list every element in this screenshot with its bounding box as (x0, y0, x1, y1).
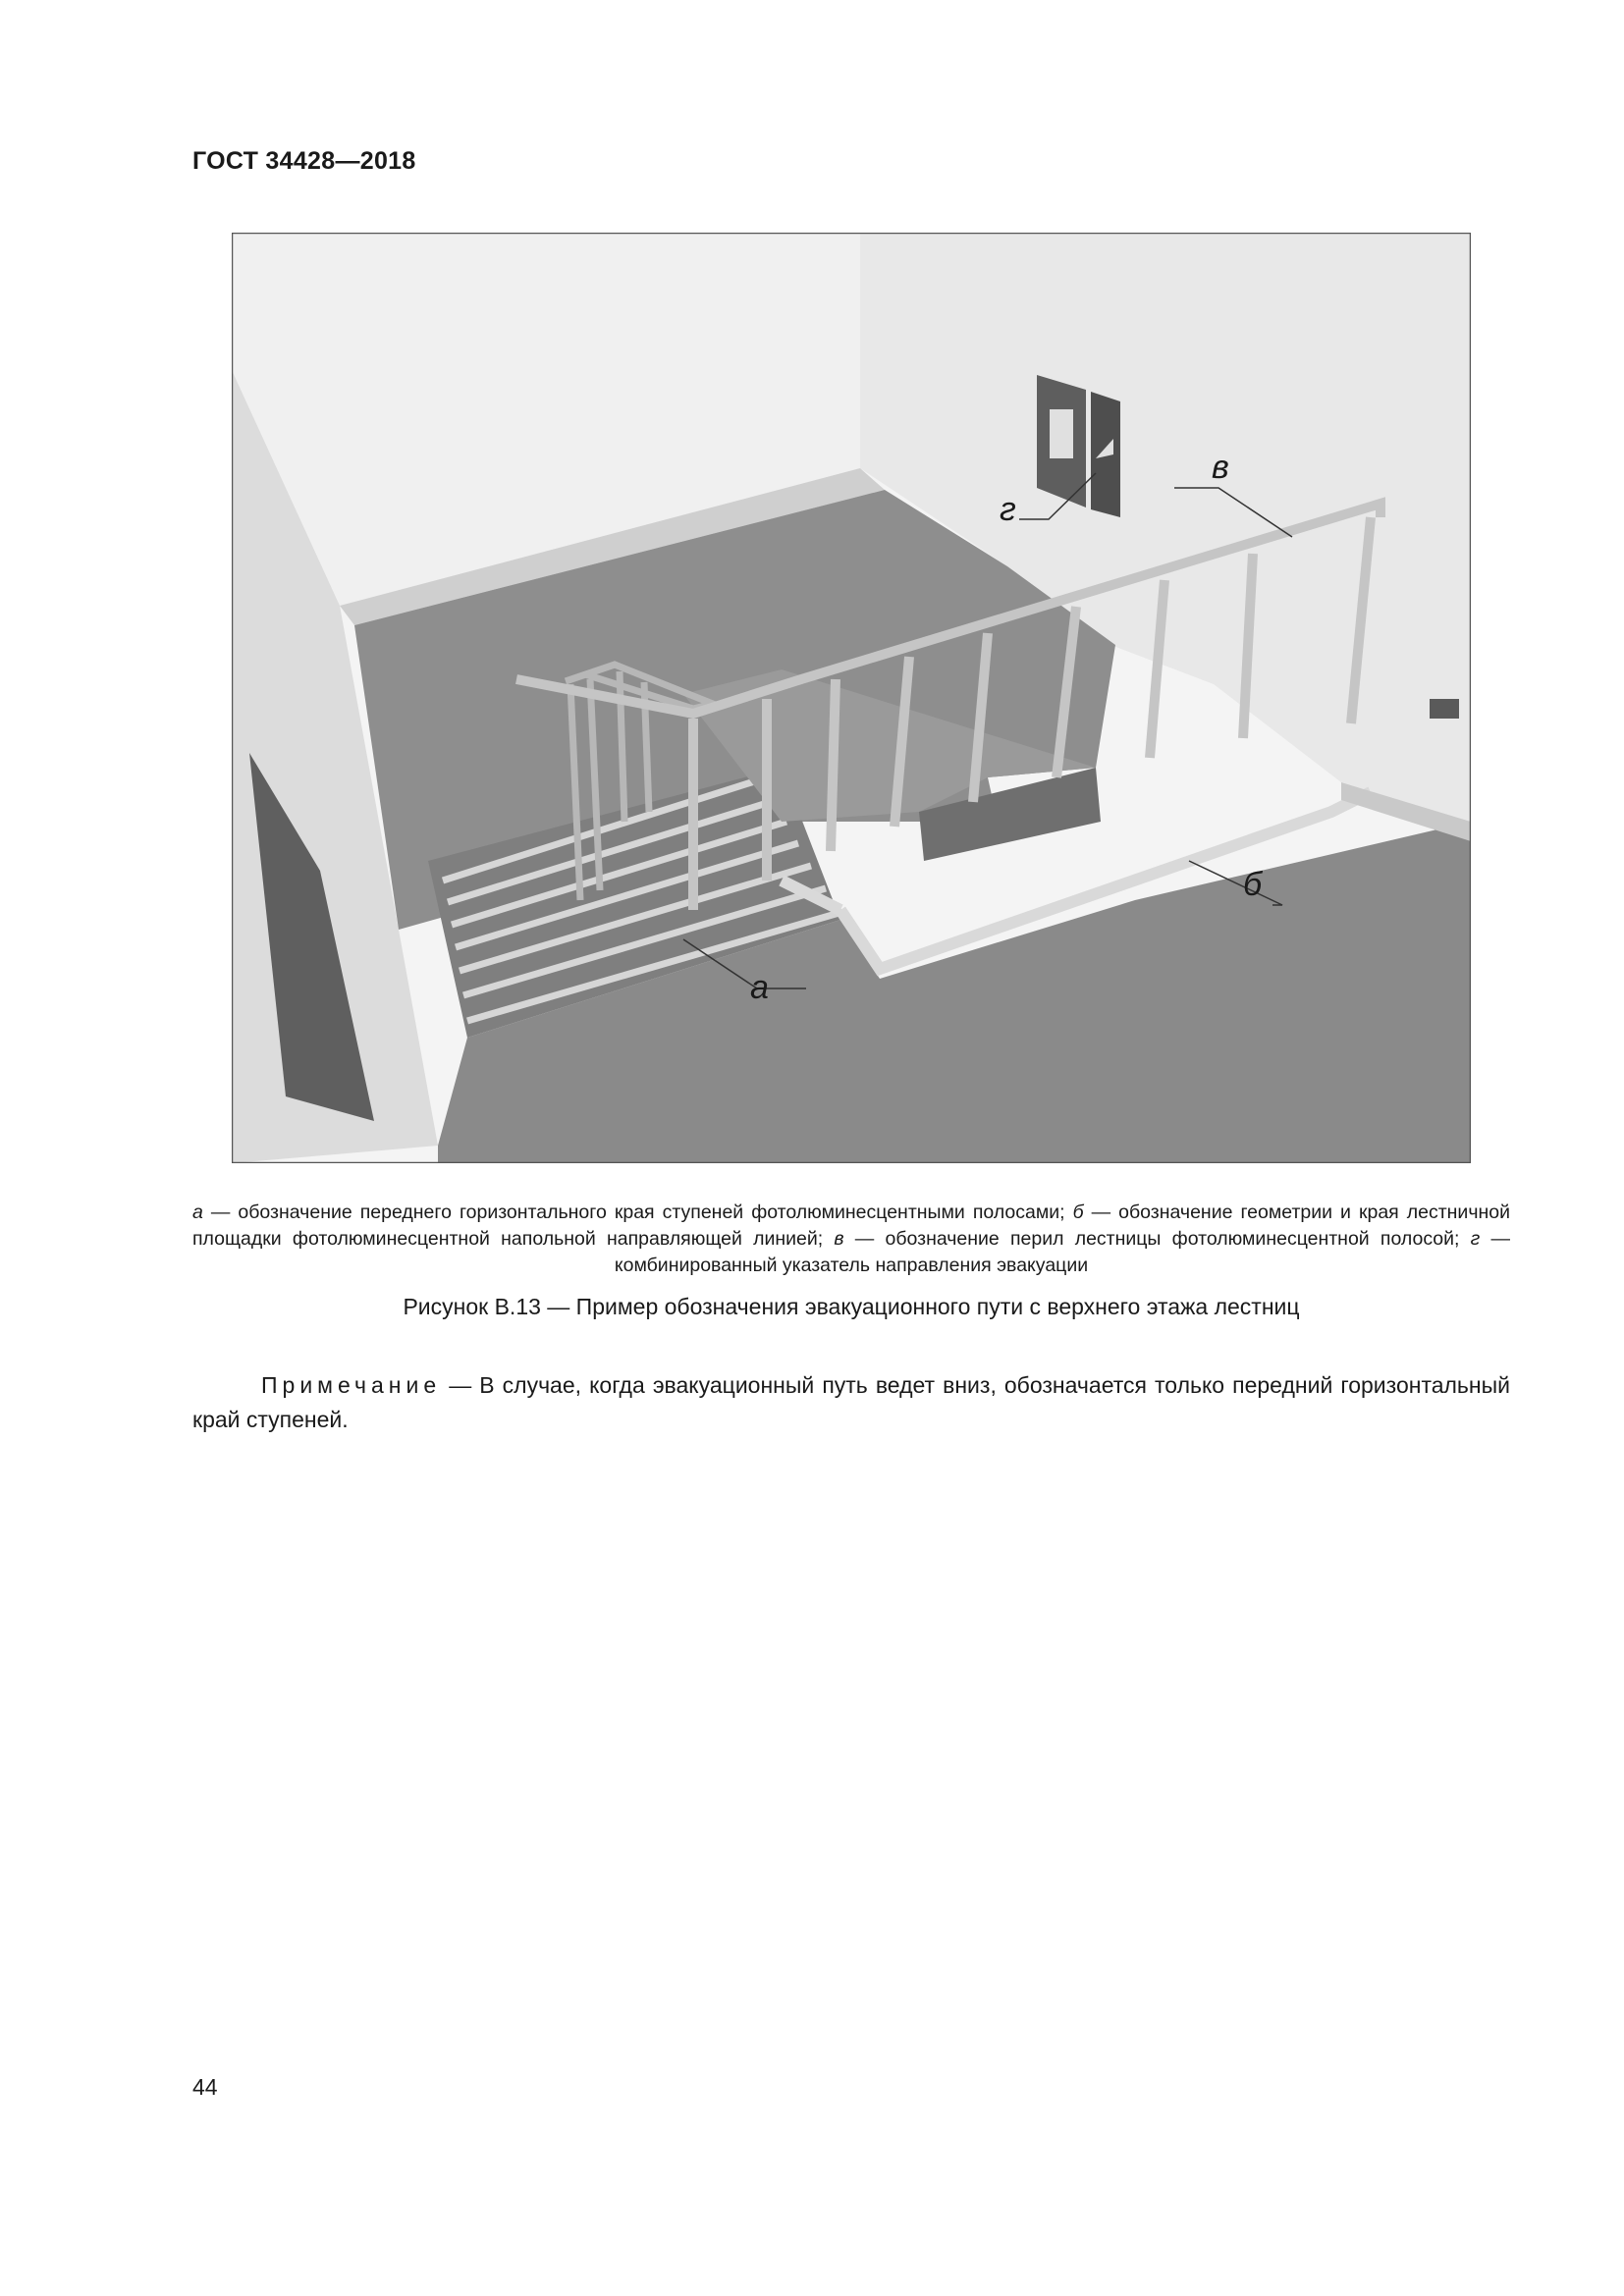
legend-text-v: — обозначение перил лестницы фотолюминесцентной полосой; (843, 1228, 1471, 1250)
label-b: б (1243, 866, 1263, 903)
legend-key-g: г (1470, 1228, 1481, 1250)
legend-text-a: — обозначение переднего горизонтального края ступеней фотолюминесцентными полосами; (202, 1201, 1073, 1223)
figure-caption: Рисунок В.13 — Пример обозначения эвакуационного пути с верхнего этажа лестниц (403, 1294, 1300, 1319)
label-a: а (750, 969, 769, 1006)
document-header: ГОСТ 34428—2018 (192, 147, 416, 175)
label-g: г (1000, 491, 1016, 528)
figure-legend (192, 1200, 1510, 1279)
legend-text-g: — комбинированный указатель направления эвакуации (614, 1228, 1510, 1276)
legend-key-b: б (1072, 1201, 1084, 1223)
figure-staircase-illustration (232, 233, 1471, 1163)
legend-text-b: — обозначение геометрии и края лестничной площадки фотолюминесцентной напольной направляющей линией; (192, 1201, 1510, 1250)
legend-key-a: а (192, 1201, 203, 1223)
note-text: — В случае, когда эвакуационный путь ведет вниз, обозначается только передний горизонтальный край ступеней. (192, 1372, 1510, 1432)
legend-key-v: в (834, 1228, 844, 1250)
label-v: в (1212, 449, 1229, 486)
page-number: 44 (192, 2074, 218, 2100)
note (192, 1368, 1510, 1437)
small-exit-sign (1430, 699, 1459, 719)
note-label: Примечание (261, 1372, 442, 1398)
